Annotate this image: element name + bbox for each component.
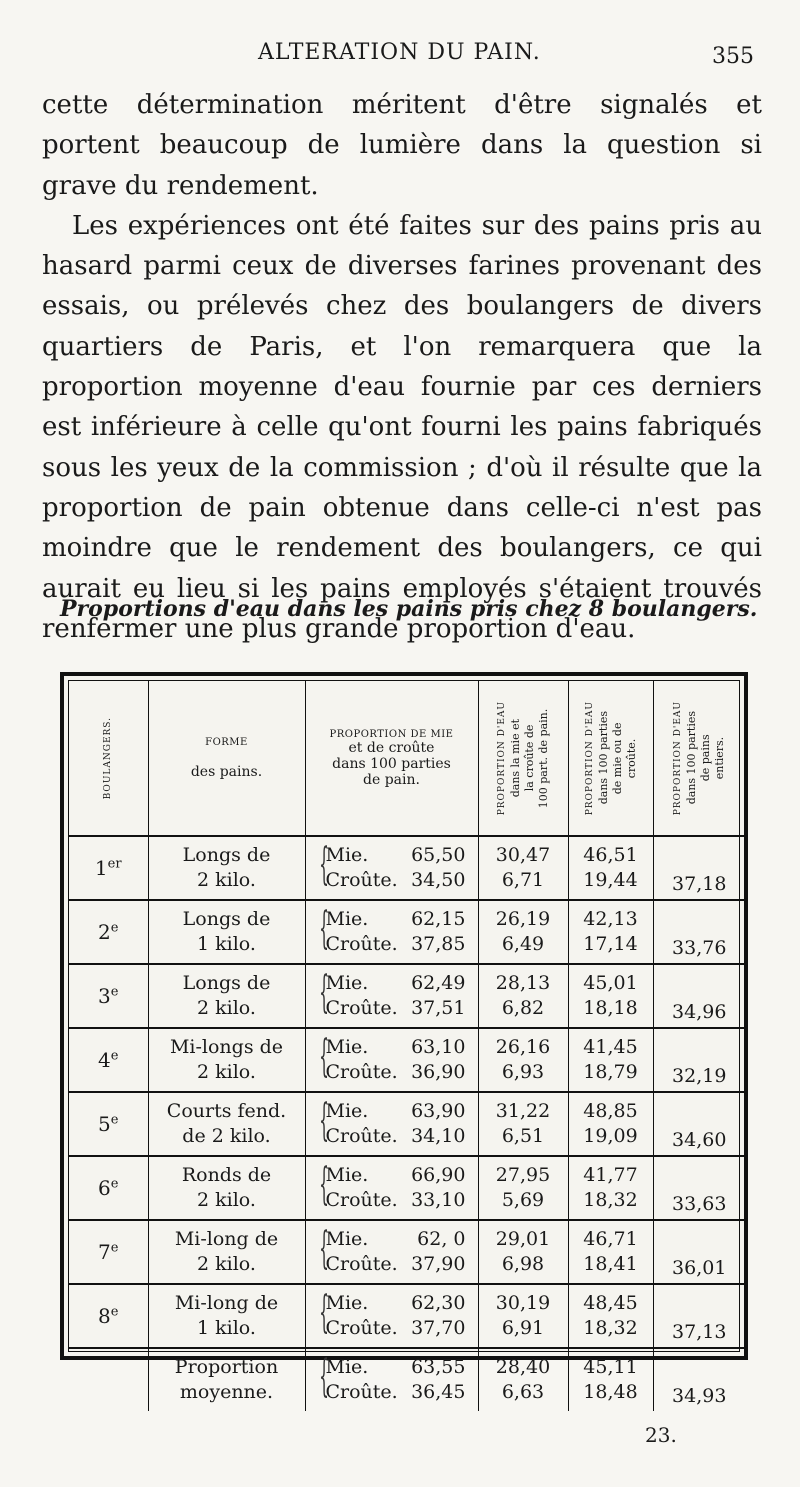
cell-boulanger: 3e [69, 964, 148, 1028]
body-text [42, 85, 762, 649]
form-line: Mi-long de [174, 1292, 279, 1314]
brace-glyph: { [318, 839, 329, 890]
brace-glyph: { [318, 1159, 329, 1210]
header-text: PROPORTION D'EAU dans 100 parties de mie ou de croûte. [584, 700, 638, 816]
cell-eau-mie-croute [478, 1156, 568, 1220]
table-row [69, 1156, 745, 1220]
cell-eau-entiers: 34,96 [653, 964, 745, 1028]
table-row [69, 1092, 745, 1156]
table-header-row [69, 681, 745, 836]
cell-forme [148, 1284, 305, 1348]
label-mie: Mie. [325, 1356, 369, 1378]
value-eau-croute: 6,93 [501, 1061, 545, 1083]
value-eau100-mie: 45,11 [583, 1356, 638, 1378]
cell-eau-100 [568, 1284, 653, 1348]
cell-eau-mie-croute [478, 1284, 568, 1348]
value-eau100-mie: 45,01 [583, 972, 638, 994]
label-mie: Mie. [325, 1292, 369, 1314]
value-eau100-mie: 48,85 [583, 1100, 638, 1122]
cell-proportion [305, 1348, 478, 1411]
paragraph: cette détermination méritent d'être signalés et portent beaucoup de lumière dans la question si grave du rendement. [42, 90, 762, 201]
cell-eau-100 [568, 1156, 653, 1220]
table-row [69, 836, 745, 900]
data-table-inner-border [68, 680, 740, 1407]
running-title: ALTERATION DU PAIN. [258, 40, 541, 65]
cell-proportion [305, 964, 478, 1028]
cell-eau-100 [568, 1092, 653, 1156]
value-eau100-croute: 17,14 [583, 933, 638, 955]
brace-glyph: { [318, 967, 329, 1018]
value-eau-croute: 5,69 [501, 1189, 545, 1211]
value-eau-mie: 31,22 [495, 1100, 551, 1122]
table-row [69, 900, 745, 964]
value-eau-croute: 6,63 [501, 1381, 545, 1403]
header-text: PROPORTION D'EAU dans la mie et la croûte de 100 part. de pain. [497, 700, 550, 816]
label-mie: Mie. [325, 844, 369, 866]
value-eau-croute: 6,49 [501, 933, 545, 955]
signature-mark: 23. [645, 1423, 677, 1447]
value-mie: 62, 0 [417, 1228, 466, 1250]
label-croute: Croûte. [325, 1317, 398, 1339]
cell-forme [148, 1220, 305, 1284]
value-eau-mie: 26,16 [495, 1036, 551, 1058]
header-text: et de croûte [348, 739, 435, 756]
cell-eau-mie-croute [478, 836, 568, 900]
form-line: de 2 kilo. [182, 1125, 271, 1147]
cell-eau-100 [568, 900, 653, 964]
value-eau100-croute: 18,48 [583, 1381, 638, 1403]
brace-glyph: { [318, 903, 329, 954]
page-number: 355 [712, 44, 754, 69]
label-mie: Mie. [325, 1228, 369, 1250]
label-croute: Croûte. [325, 869, 398, 891]
form-line: 2 kilo. [197, 1061, 256, 1083]
value-mie: 63,55 [411, 1356, 466, 1378]
value-eau100-croute: 19,44 [583, 869, 638, 891]
header-text: dans 100 parties [332, 755, 451, 772]
cell-proportion [305, 900, 478, 964]
value-eau-mie: 29,01 [495, 1228, 551, 1250]
cell-forme [148, 1348, 305, 1411]
form-line: Longs de [182, 972, 271, 994]
value-eau100-croute: 18,32 [583, 1317, 638, 1339]
cell-proportion [305, 1220, 478, 1284]
value-croute: 34,10 [411, 1125, 466, 1147]
brace-glyph: { [318, 1223, 329, 1274]
value-mie: 65,50 [411, 844, 466, 866]
label-croute: Croûte. [325, 1189, 398, 1211]
cell-eau-entiers: 33,76 [653, 900, 745, 964]
header-boulangers [69, 681, 148, 836]
header-text: de pain. [363, 771, 420, 788]
header-text: PROPORTION D'EAU dans 100 parties de pains entiers. [673, 700, 727, 816]
form-line: moyenne. [179, 1381, 274, 1403]
value-croute: 36,90 [411, 1061, 466, 1083]
value-eau-mie: 30,47 [495, 844, 551, 866]
cell-forme [148, 836, 305, 900]
table-row [69, 1348, 745, 1411]
label-croute: Croûte. [325, 1061, 398, 1083]
value-eau-mie: 27,95 [495, 1164, 551, 1186]
form-line: 2 kilo. [197, 997, 256, 1019]
value-eau100-croute: 18,32 [583, 1189, 638, 1211]
table-row [69, 1220, 745, 1284]
page-header [0, 40, 800, 80]
cell-proportion [305, 1284, 478, 1348]
cell-boulanger: 2e [69, 900, 148, 964]
header-eau-100-parties [568, 681, 653, 836]
form-line: Longs de [182, 908, 271, 930]
brace-glyph: { [318, 1287, 329, 1338]
value-eau-croute: 6,71 [501, 869, 545, 891]
form-line: 2 kilo. [197, 1189, 256, 1211]
cell-eau-entiers: 34,93 [672, 1385, 727, 1407]
label-mie: Mie. [325, 1164, 369, 1186]
data-table-frame [60, 672, 748, 1407]
table-row [69, 1028, 745, 1092]
value-croute: 33,10 [411, 1189, 466, 1211]
cell-forme [148, 1092, 305, 1156]
value-eau-mie: 26,19 [495, 908, 551, 930]
cell-eau-mie-croute [478, 1028, 568, 1092]
cell-eau-entiers: 37,18 [653, 836, 745, 900]
label-mie: Mie. [325, 1100, 369, 1122]
value-mie: 63,10 [411, 1036, 466, 1058]
cell-boulanger: 4e [69, 1028, 148, 1092]
value-eau100-mie: 42,13 [583, 908, 638, 930]
cell-boulanger: 8e [69, 1284, 148, 1348]
cell-proportion [305, 836, 478, 900]
form-line: Proportion [174, 1356, 279, 1378]
form-line: 2 kilo. [197, 1253, 256, 1275]
form-line: Mi-long de [174, 1228, 279, 1250]
form-line: Longs de [182, 844, 271, 866]
cell-boulanger: 1er [69, 836, 148, 900]
value-croute: 37,70 [411, 1317, 466, 1339]
value-eau100-croute: 18,41 [583, 1253, 638, 1275]
cell-eau-mie-croute [478, 900, 568, 964]
cell-forme [148, 1028, 305, 1092]
value-eau-croute: 6,51 [501, 1125, 545, 1147]
label-mie: Mie. [325, 972, 369, 994]
value-eau100-croute: 19,09 [583, 1125, 638, 1147]
cell-eau-mie-croute [478, 1348, 568, 1411]
brace-glyph: { [318, 1031, 329, 1082]
header-text: PROPORTION DE MIE [329, 728, 454, 740]
cell-boulanger [69, 1348, 148, 1411]
label-croute: Croûte. [325, 1381, 398, 1403]
form-line: 1 kilo. [197, 933, 256, 955]
value-mie: 66,90 [411, 1164, 466, 1186]
value-mie: 63,90 [411, 1100, 466, 1122]
value-eau100-croute: 18,18 [583, 997, 638, 1019]
cell-proportion [305, 1156, 478, 1220]
form-line: 2 kilo. [197, 869, 256, 891]
table-caption: Proportions d'eau dans les pains pris chez 8 boulangers. [60, 596, 758, 622]
brace-glyph: { [318, 1351, 329, 1402]
value-croute: 37,85 [411, 933, 466, 955]
value-eau100-mie: 46,71 [583, 1228, 638, 1250]
cell-eau-entiers: 33,63 [653, 1156, 745, 1220]
cell-forme [148, 900, 305, 964]
header-forme [148, 681, 305, 836]
cell-eau-100 [568, 1348, 653, 1411]
brace-glyph: { [318, 1095, 329, 1146]
cell-eau-100 [568, 836, 653, 900]
cell-eau-entiers: 36,01 [653, 1220, 745, 1284]
paragraph: Les expériences ont été faites sur des pains pris au hasard parmi ceux de diverses farines provenant des essais, ou prélevés chez des boulangers de divers quartiers de Paris, et l'on remarquera que la proportion moyenne d'eau fournie par ces derniers est inférieure à celle qu'ont fourni les pains fabriqués sous les yeux de la commission ; d'où il résulte que la proportion de pain obtenue dans celle-ci n'est pas moindre que le rendement des boulangers, ce qui aurait eu lieu si les pains employés s'étaient trouvés renfermer une plus grande proportion d'eau. [42, 210, 762, 644]
cell-eau-mie-croute [478, 964, 568, 1028]
value-mie: 62,49 [411, 972, 466, 994]
label-mie: Mie. [325, 908, 369, 930]
table-row [69, 964, 745, 1028]
cell-boulanger: 5e [69, 1092, 148, 1156]
label-croute: Croûte. [325, 1125, 398, 1147]
value-croute: 37,90 [411, 1253, 466, 1275]
label-croute: Croûte. [325, 933, 398, 955]
cell-eau-100 [568, 964, 653, 1028]
cell-eau-entiers: 37,13 [653, 1284, 745, 1348]
value-mie: 62,30 [411, 1292, 466, 1314]
value-croute: 34,50 [411, 869, 466, 891]
value-eau100-croute: 18,79 [583, 1061, 638, 1083]
value-eau100-mie: 41,77 [583, 1164, 638, 1186]
table-row [69, 1284, 745, 1348]
cell-eau-100 [568, 1028, 653, 1092]
cell-eau-entiers: 32,19 [653, 1028, 745, 1092]
value-eau-mie: 28,13 [495, 972, 551, 994]
header-proportion-mie-croute [305, 681, 478, 836]
cell-proportion [305, 1028, 478, 1092]
value-eau-mie: 28,40 [495, 1356, 551, 1378]
cell-eau-mie-croute [478, 1092, 568, 1156]
label-croute: Croûte. [325, 1253, 398, 1275]
cell-eau-entiers: 34,60 [653, 1092, 745, 1156]
header-eau-mie-croute [478, 681, 568, 836]
form-line: Courts fend. [166, 1100, 287, 1122]
value-croute: 37,51 [411, 997, 466, 1019]
value-eau-mie: 30,19 [495, 1292, 551, 1314]
label-croute: Croûte. [325, 997, 398, 1019]
value-croute: 36,45 [411, 1381, 466, 1403]
cell-eau-mie-croute [478, 1220, 568, 1284]
data-table [69, 681, 745, 1411]
value-eau-croute: 6,91 [501, 1317, 545, 1339]
cell-boulanger: 7e [69, 1220, 148, 1284]
header-text: BOULANGERS. [103, 716, 114, 800]
form-line: 1 kilo. [197, 1317, 256, 1339]
header-text: des pains. [190, 763, 263, 780]
cell-proportion [305, 1092, 478, 1156]
value-eau-croute: 6,98 [501, 1253, 545, 1275]
form-line: Mi-longs de [169, 1036, 284, 1058]
header-eau-pains-entiers [653, 681, 745, 836]
table-body [69, 836, 745, 1411]
header-text: FORME [205, 736, 248, 748]
value-eau100-mie: 46,51 [583, 844, 638, 866]
cell-boulanger: 6e [69, 1156, 148, 1220]
form-line: Ronds de [181, 1164, 272, 1186]
value-eau100-mie: 48,45 [583, 1292, 638, 1314]
cell-eau-100 [568, 1220, 653, 1284]
value-eau100-mie: 41,45 [583, 1036, 638, 1058]
label-mie: Mie. [325, 1036, 369, 1058]
value-eau-croute: 6,82 [501, 997, 545, 1019]
cell-forme [148, 1156, 305, 1220]
cell-forme [148, 964, 305, 1028]
value-mie: 62,15 [411, 908, 466, 930]
